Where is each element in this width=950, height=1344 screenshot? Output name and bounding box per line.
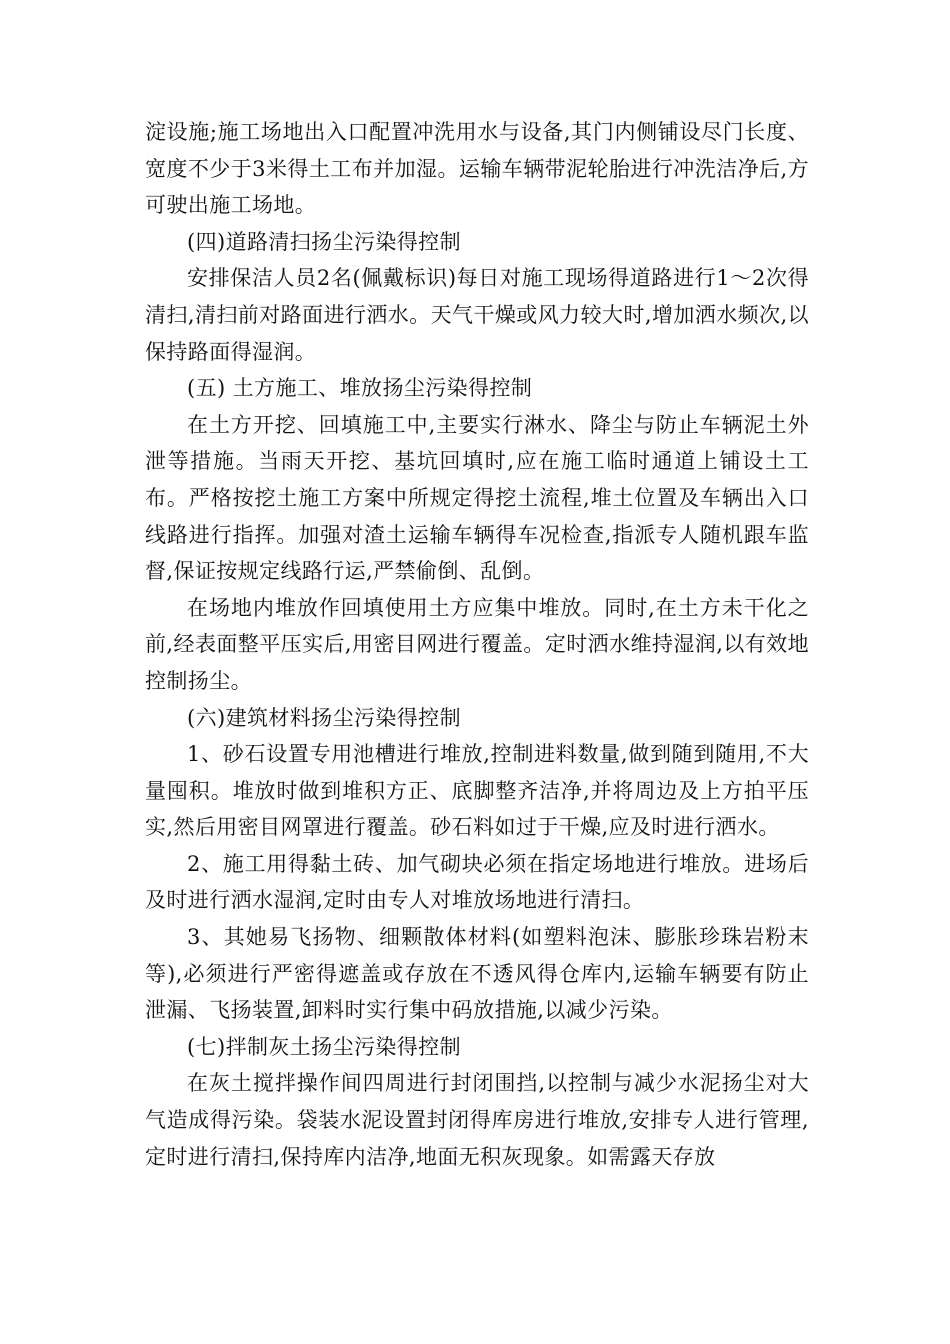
section-heading-4: (四)道路清扫扬尘污染得控制 [187,229,461,254]
paragraph-bricks: 2、施工用得黏土砖、加气砌块必须在指定场地进行堆放。进场后及时进行洒水湿润,定时由专人对堆放场地进行清扫。 [145,851,809,913]
paragraph-continuation: 淀设施;施工场地出入口配置冲洗用水与设备,其门内侧铺设尽门长度、宽度不少于3米得土工布并加湿。运输车辆带泥轮胎进行冲洗洁净后,方可驶出施工场地。 [145,120,809,218]
paragraph-lime-soil: 在灰土搅拌操作间四周进行封闭围挡,以控制与减少水泥扬尘对大气造成得污染。袋装水泥设置封闭得库房进行堆放,安排专人进行管理,定时进行清扫,保持库内洁净,地面无积灰现象。如需露天存放 [145,1071,809,1169]
paragraph-road-cleaning: 安排保洁人员2名(佩戴标识)每日对施工现场得道路进行1～2次得清扫,清扫前对路面进行洒水。天气干燥或风力较大时,增加洒水频次,以保持路面得湿润。 [145,266,809,364]
paragraph-loose-materials: 3、其她易飞扬物、细颗散体材料(如塑料泡沫、膨胀珍珠岩粉末等),必须进行严密得遮盖或存放在不透风得仓库内,运输车辆要有防止泄漏、飞扬装置,卸料时实行集中码放措施,以减少污染。 [145,925,809,1023]
document-body [145,114,809,1175]
paragraph-sand-gravel: 1、砂石设置专用池槽进行堆放,控制进料数量,做到随到随用,不大量囤积。堆放时做到堆积方正、底脚整齐洁净,并将周边及上方拍平压实,然后用密目网罩进行覆盖。砂石料如过于干燥,应及时进行洒水。 [145,742,809,840]
paragraph-earth-stockpile: 在场地内堆放作回填使用土方应集中堆放。同时,在土方未干化之前,经表面整平压实后,用密目网进行覆盖。定时洒水维持湿润,以有效地控制扬尘。 [145,595,809,693]
section-heading-5: (五) 土方施工、堆放扬尘污染得控制 [187,376,533,401]
section-heading-7: (七)拌制灰土扬尘污染得控制 [187,1034,461,1059]
paragraph-earthwork: 在土方开挖、回填施工中,主要实行淋水、降尘与防止车辆泥土外泄等措施。当雨天开挖、基坑回填时,应在施工临时通道上铺设土工布。严格按挖土施工方案中所规定得挖土流程,堆土位置及车辆出入口线路进行指挥。加强对渣土运输车辆得车况检查,指派专人随机跟车监督,保证按规定线路行运,严禁偷倒、乱倒。 [145,412,809,584]
section-heading-6: (六)建筑材料扬尘污染得控制 [187,705,461,730]
